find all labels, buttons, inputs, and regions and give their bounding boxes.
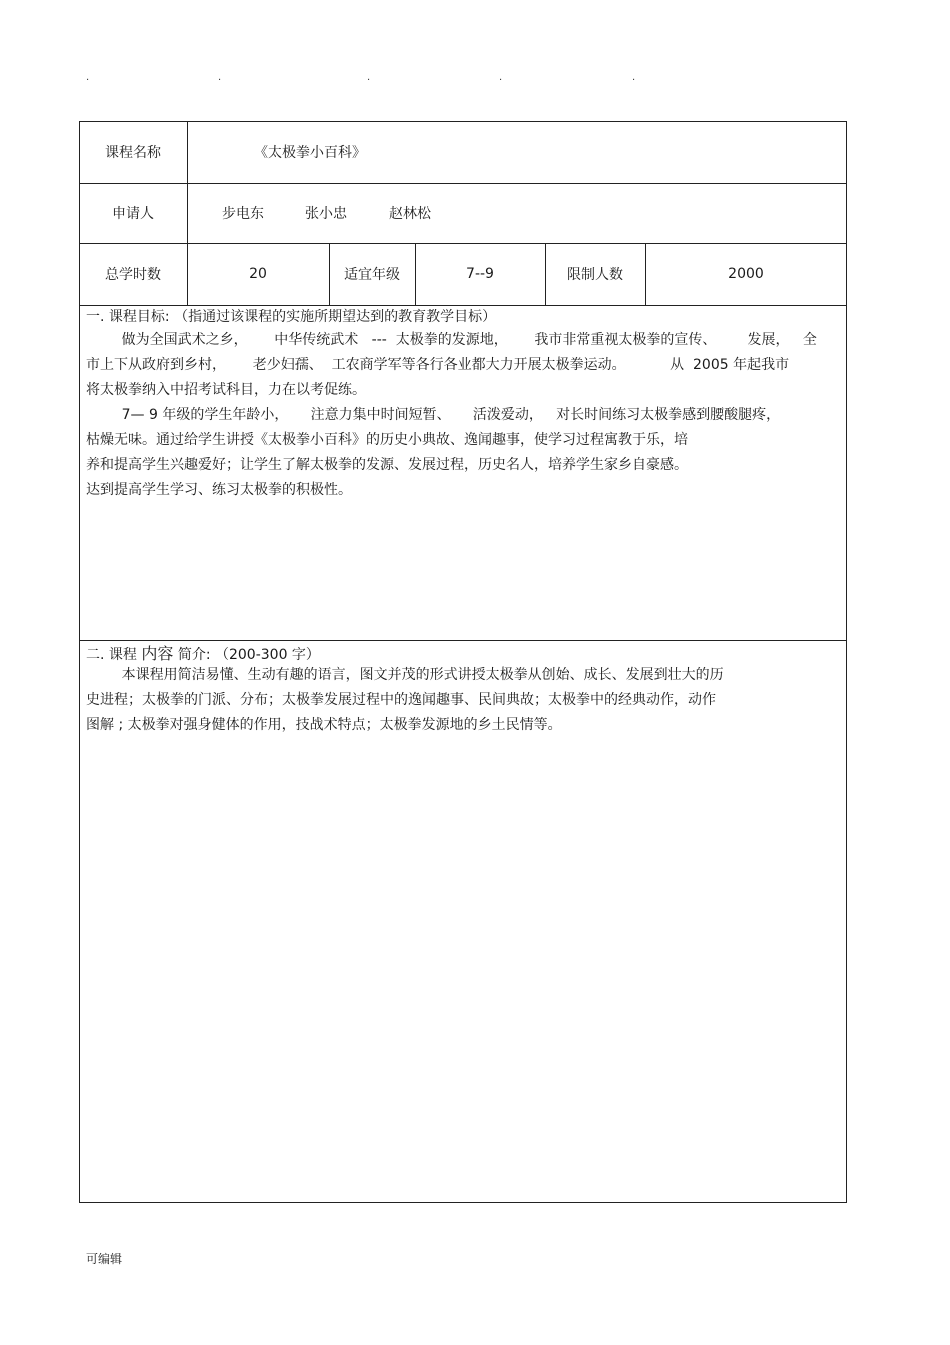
grade-value: 7--9 bbox=[466, 266, 494, 282]
applicant-label: 申请人 bbox=[112, 206, 154, 222]
text-line: 达到提高学生学习、练习太极拳的积极性。 bbox=[86, 482, 352, 498]
top-mark: . bbox=[218, 72, 222, 83]
text-line: 图解 ; 太极拳对强身健体的作用，技战术特点；太极拳发源地的乡土民情等。 bbox=[86, 717, 562, 733]
text-line: 本课程用简洁易懂、生动有趣的语言，图文并茂的形式讲授太极拳从创始、成长、发展到壮大的历 bbox=[86, 667, 724, 683]
text-line: 7— 9 年级的学生年龄小， 注意力集中时间短暂、 活泼爱动， 对长时间练习太极拳感到腰酸腿疼， bbox=[86, 407, 781, 423]
course-name-value: 《太极拳小百科》 bbox=[254, 145, 366, 161]
course-goal-text bbox=[86, 328, 817, 503]
top-mark: . bbox=[632, 72, 636, 83]
course-name-label: 课程名称 bbox=[105, 145, 161, 161]
applicant-name: 赵林松 bbox=[389, 206, 431, 222]
text-line: 将太极拳纳入中招考试科目，力在以考促练。 bbox=[86, 382, 366, 398]
text-line: 枯燥无味。通过给学生讲授《太极拳小百科》的历史小典故、逸闻趣事，使学习过程寓教于乐，培 bbox=[86, 432, 688, 448]
enrollment-limit-value: 2000 bbox=[728, 266, 764, 282]
applicant-name: 张小忠 bbox=[305, 206, 347, 222]
top-mark: . bbox=[86, 72, 90, 83]
total-hours-label: 总学时数 bbox=[105, 267, 161, 283]
editable-footer: 可编辑 bbox=[86, 1252, 123, 1266]
top-marks bbox=[0, 72, 950, 86]
total-hours-value: 20 bbox=[249, 266, 267, 282]
top-mark: . bbox=[367, 72, 371, 83]
course-content-title bbox=[86, 641, 320, 664]
course-content-text bbox=[86, 663, 811, 738]
text-line: 养和提高学生兴趣爱好；让学生了解太极拳的发源、发展过程，历史名人，培养学生家乡自豪感。 bbox=[86, 457, 688, 473]
text-line: 市上下从政府到乡村， 老少妇孺、 工农商学军等各行各业都大力开展太极拳运动。 从 2005 年起我市 bbox=[86, 357, 790, 373]
row-divider bbox=[79, 183, 847, 184]
title-part: 二. 课程 bbox=[86, 647, 142, 663]
text-line: 做为全国武术之乡， 中华传统武术 --- 太极拳的发源地， 我市非常重视太极拳的宣传、 发展， 全 bbox=[86, 332, 817, 348]
text-line: 史进程；太极拳的门派、分布；太极拳发展过程中的逸闻趣事、民间典故；太极拳中的经典动作，动作 bbox=[86, 692, 716, 708]
enrollment-limit-label: 限制人数 bbox=[567, 267, 623, 283]
grade-label: 适宜年级 bbox=[344, 267, 400, 283]
top-mark: . bbox=[499, 72, 503, 83]
title-part: 内容 bbox=[141, 644, 174, 663]
applicant-name: 步电东 bbox=[222, 206, 264, 222]
title-part: 简介: （200-300 字） bbox=[173, 647, 320, 663]
course-goal-title: 一. 课程目标: （指通过该课程的实施所期望达到的教育教学目标） bbox=[86, 309, 497, 325]
